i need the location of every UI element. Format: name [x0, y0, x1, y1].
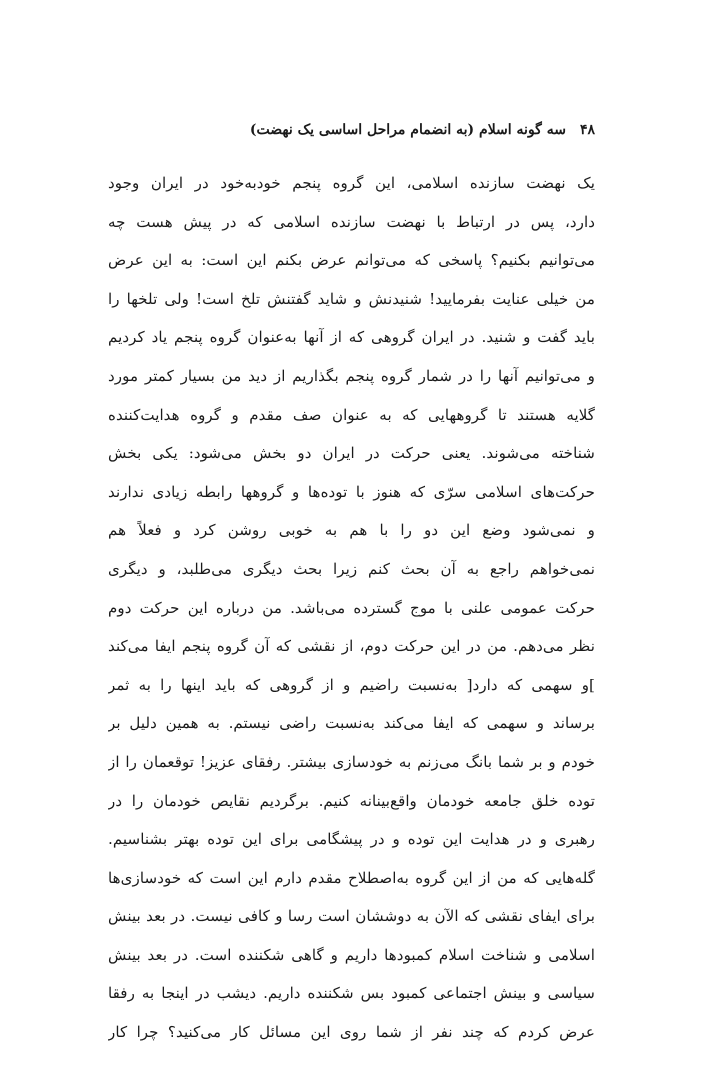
text-line: دارد، پس در ارتباط با نهضت سازنده اسلامی که در پیش هست چه	[108, 212, 595, 231]
body-text	[108, 164, 595, 1052]
book-page	[108, 118, 595, 1052]
text-line: باید گفت و شنید. در ایران گروهی که از آنها به‌عنوان گروه پنجم یاد کردیم	[108, 328, 595, 347]
text-line: عرض کردم که چند نفر از شما روی این مسائل کار می‌کنید؟ چرا کار	[108, 1023, 595, 1042]
text-line: و می‌توانیم آنها را در شمار گروه پنجم بگذاریم از دید من بسیار کمتر مورد	[108, 366, 595, 385]
text-line: من خیلی عنایت بفرمایید! شنیدنش و شاید گفتنش تلخ است! ولی تلخها را	[108, 289, 595, 308]
text-line: اسلامی و شناخت اسلام کمبودها داریم و گاهی شکننده است. در بعد بینش	[108, 945, 595, 964]
text-line: نظر می‌دهم. من در این حرکت دوم، از نقشی که آن گروه پنجم ایفا می‌کند	[108, 637, 595, 656]
text-line: گلایه هستند تا گروههایی که به عنوان صف مقدم و گروه هدایت‌کننده	[108, 405, 595, 424]
text-line: حرکت عمومی علنی با موج گسترده می‌باشد. من درباره این حرکت دوم	[108, 598, 595, 617]
running-title: سه گونه اسلام (به انضمام مراحل اساسی یک نهضت)	[249, 122, 566, 138]
running-header	[108, 118, 595, 142]
text-line: خودم و بر شما بانگ می‌زنم به خودسازی بیشتر. رفقای عزیز! توقعمان را از	[108, 752, 595, 771]
text-line: توده خلق جامعه خودمان واقع‌بینانه کنیم. برگردیم نقایص خودمان را در	[108, 791, 595, 810]
text-line: برای ایفای نقشی که الآن به دوششان است رسا و کافی نیست. در بعد بینش	[108, 907, 595, 926]
text-line: شناخته می‌شوند. یعنی حرکت در ایران دو بخش می‌شود: یکی بخش	[108, 444, 595, 463]
page-number: ۴۸	[579, 122, 595, 138]
text-line: نمی‌خواهم راجع به آن بحث کنم زیرا بحث دیگری می‌طلبد، و دیگری	[108, 559, 595, 578]
text-line: یک نهضت سازنده اسلامی، این گروه پنجم خودبه‌خود در ایران وجود	[108, 174, 595, 192]
text-line: برساند و سهمی که ایفا می‌کند به‌نسبت راضی نیستم. به همین دلیل بر	[108, 714, 595, 733]
text-line: حرکت‌های اسلامی سرّی که هنوز با توده‌ها و گروهها رابطه زیادی ندارند	[108, 482, 595, 501]
text-line: ]و سهمی که دارد[ به‌نسبت راضیم و از گروهی که باید اینها را به ثمر	[108, 675, 595, 694]
text-line: رهبری و در هدایت این توده و در پیشگامی برای این توده بهتر بشناسیم.	[108, 830, 595, 849]
text-line: گله‌هایی که من از این گروه به‌اصطلاح مقدم دارم این است که خودسازی‌ها	[108, 868, 595, 887]
text-line: می‌توانیم بکنیم؟ پاسخی که می‌توانم عرض بکنم این است: به این عرض	[108, 251, 595, 270]
text-line: سیاسی و بینش اجتماعی کمبود بس شکننده داریم. دیشب در اینجا به رفقا	[108, 984, 595, 1003]
text-line: و نمی‌شود وضع این دو را با هم به خوبی روشن کرد و فعلاً هم	[108, 521, 595, 540]
